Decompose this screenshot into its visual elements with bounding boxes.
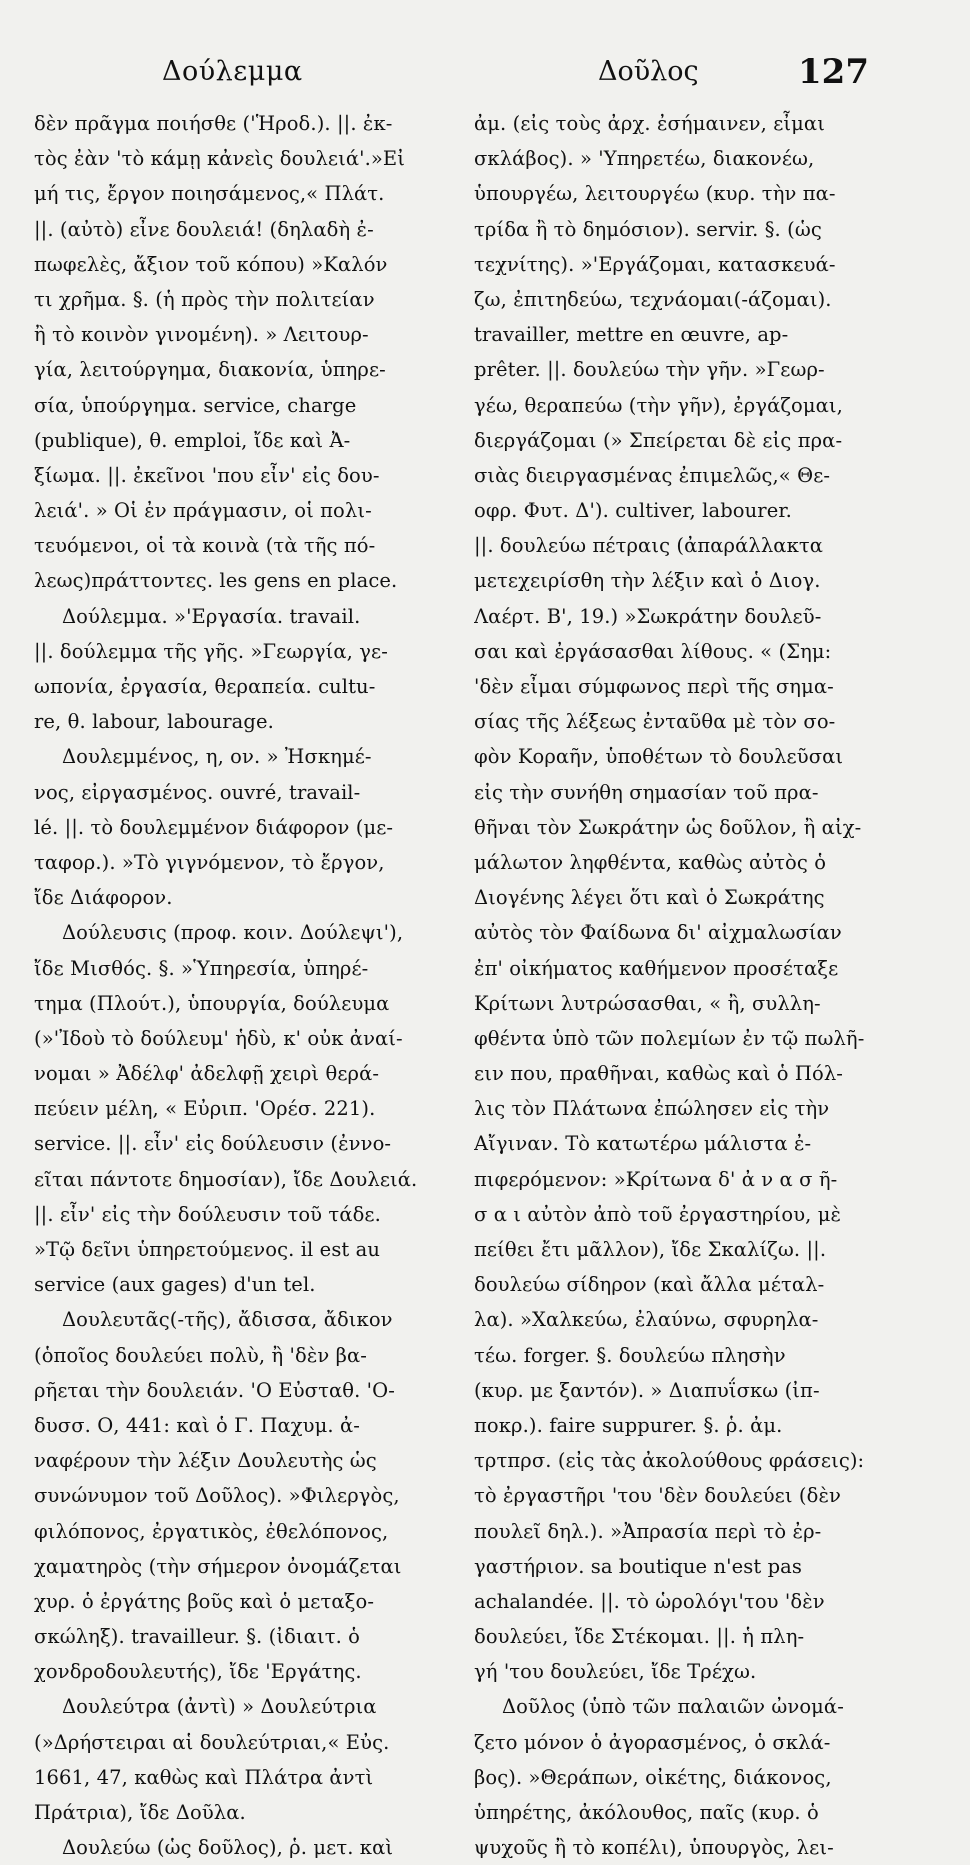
text-line: βος). »Θεράπων, οἰκέτης, διάκονος, (474, 1765, 832, 1789)
text-line: θῆναι τὸν Σωκράτην ὡς δοῦλον, ἢ αἰχ- (474, 815, 862, 839)
text-line: τημα (Πλούτ.), ὑπουργία, δούλευμα (34, 991, 390, 1015)
text-line: ||. εἶν' εἰς τὴν δούλευσιν τοῦ τάδε. (34, 1202, 381, 1226)
text-line: ζετο μόνον ὁ ἀγορασμένος, ὁ σκλά- (474, 1730, 831, 1754)
text-line: Δουλεύω (ὡς δοῦλος), ῥ. μετ. καὶ (62, 1836, 394, 1860)
text-line: τὸ ἐργαστῆρι 'του 'δὲν δουλεύει (δὲν (474, 1484, 841, 1508)
text-line: »Τῷ δεῖνι ὑπηρετούμενος. il est au (34, 1238, 381, 1261)
text-line: δυσσ. Ο, 441: καὶ ὁ Γ. Παχυμ. ἀ- (34, 1413, 360, 1437)
text-line: τρίδα ἢ τὸ δημόσιον). servir. §. (ὡς (474, 217, 822, 241)
text-line: χαματηρὸς (τὴν σήμερον ὀνομάζεται (34, 1554, 402, 1578)
text-line: ἢ τὸ κοινὸν γινομένη). » Λειτουρ- (34, 323, 369, 347)
page-header (0, 52, 970, 102)
text-line: φιλόπονος, ἐργατικὸς, ἐθελόπονος, (34, 1519, 389, 1543)
right-running-headword: Δοῦλος (598, 56, 699, 87)
page-number: 127 (798, 52, 869, 92)
text-line: τι χρῆμα. §. (ἡ πρὸς τὴν πολιτείαν (34, 287, 375, 311)
text-line: σίας τῆς λέξεως ἐνταῦθα μὲ τὸν σο- (474, 710, 836, 734)
text-line: Αἴγιναν. Τὸ κατωτέρω μάλιστα ἐ- (474, 1132, 812, 1156)
text-line: Δουλεύτρα (ἀντὶ) » Δουλεύτρια (62, 1695, 377, 1719)
text-line: Δουλευτᾶς(-τῆς), ἄδισσα, ἄδικον (62, 1308, 393, 1332)
text-line: εῖται πάντοτε δημοσίαν), ἴδε Δουλειά. (34, 1167, 418, 1191)
text-line: λεως)πράττοντες. les gens en place. (34, 569, 398, 593)
text-line: πωφελὲς, ἄξιον τοῦ κόπου) »Καλόν (34, 252, 388, 276)
text-line: (publique), θ. emploi, ἴδε καὶ Ἀ- (34, 428, 351, 452)
text-line: ναφέρουν τὴν λέξιν Δουλευτὴς ὡς (34, 1449, 377, 1473)
text-line: ἐπ' οἰκήματος καθήμενον προσέταξε (474, 956, 839, 980)
text-line: μή τις, ἔργον ποιησάμενος,« Πλάτ. (34, 182, 385, 206)
text-line: Δούλευσις (προφ. κοιν. Δούλεψι'), (62, 921, 404, 945)
text-line: λειά'. » Οἱ ἐν πράγμασιν, οἱ πολι- (34, 499, 372, 523)
text-line: τέω. forger. §. δουλεύω πλησὴν (474, 1343, 786, 1367)
text-line: ποκρ.). faire suppurer. §. ῥ. ἀμ. (474, 1413, 783, 1437)
text-line: ||. δουλεύω πέτραις (ἀπαράλλακτα (474, 534, 824, 558)
text-line: φὸν Κοραῆν, ὑποθέτων τὸ δουλεῦσαι (474, 745, 844, 769)
text-line: χυρ. ὁ ἐργάτης βοῦς καὶ ὁ μεταξο- (34, 1589, 375, 1613)
text-line: τὸς ἐὰν 'τὸ κάμῃ κἀνεὶς δουλειά'.»Εἰ (34, 147, 405, 171)
left-column (34, 106, 454, 1865)
text-line: ειν που, πραθῆναι, καθὼς καὶ ὁ Πόλ- (474, 1062, 843, 1086)
text-line: σ α ι αὐτὸν ἀπὸ τοῦ ἐργαστηρίου, μὲ (474, 1202, 842, 1226)
text-line: σαι καὶ ἐργάσασθαι λίθους. « (Σημ: (474, 639, 832, 663)
text-line: ὑπουργέω, λειτουργέω (κυρ. τὴν πα- (474, 182, 836, 206)
text-line: ἴδε Διάφορον. (34, 886, 173, 910)
text-line: ρῆεται τὴν δουλειάν. 'Ο Εὐσταθ. 'Ο- (34, 1378, 395, 1402)
text-line: λα). »Χαλκεύω, ἐλαύνω, σφυρηλα- (474, 1308, 819, 1332)
right-column (474, 106, 898, 1865)
text-line: re, θ. labour, labourage. (34, 710, 274, 734)
text-line: Δούλεμμα. »'Εργασία. travail. (62, 604, 361, 628)
text-line: ὑπηρέτης, ἀκόλουθος, παῖς (κυρ. ὁ (474, 1801, 819, 1824)
text-line: γή 'του δουλεύει, ἴδε Τρέχω. (474, 1660, 757, 1684)
text-line: λις τὸν Πλάτωνα ἐπώλησεν εἰς τὴν (474, 1097, 830, 1121)
text-line: διεργάζομαι (» Σπείρεται δὲ εἰς πρα- (474, 428, 843, 452)
text-line: ||. δούλεμμα τῆς γῆς. »Γεωργία, γε- (34, 639, 388, 663)
text-line: πεύειν μέλη, « Εὐριπ. 'Ορέσ. 221). (34, 1097, 376, 1121)
text-line: νομαι » Ἀδέλφ' ἀδελφῇ χειρὶ θερά- (34, 1062, 380, 1086)
text-line: τρτπρσ. (εἰς τὰς ἀκολούθους φράσεις): (474, 1449, 865, 1473)
text-line: γία, λειτούργημα, διακονία, ὑπηρε- (34, 358, 386, 382)
text-line: πουλεῖ δηλ.). »Ἀπρασία περὶ τὸ ἐρ- (474, 1519, 822, 1543)
text-line: 'δὲν εἶμαι σύμφωνος περὶ τῆς σημα- (474, 675, 834, 698)
text-line: (ὁποῖος δουλεύει πολὺ, ἢ 'δὲν βα- (34, 1343, 368, 1367)
left-running-headword: Δούλεμμα (162, 56, 303, 87)
text-line: τεχνίτης). »'Εργάζομαι, κατασκευά- (474, 252, 836, 276)
text-line: ξίωμα. ||. ἐκεῖνοι 'που εἶν' εἰς δου- (34, 463, 380, 487)
text-line: ||. (αὐτὸ) εἶνε δουλειά! (δηλαδὴ ἐ- (34, 217, 374, 241)
text-line: σκώληξ). travailleur. §. (ἰδιαιτ. ὁ (34, 1625, 361, 1649)
text-line: εἰς τὴν συνήθη σημασίαν τοῦ πρα- (474, 780, 819, 804)
text-line: service. ||. εἶν' εἰς δούλευσιν (ἐννο- (34, 1132, 392, 1156)
text-line: 1661, 47, καθὼς καὶ Πλάτρα ἀντὶ (34, 1765, 374, 1789)
text-line: νος, εἰργασμένος. ouvré, travail- (34, 780, 361, 804)
text-line: lé. ||. τὸ δουλεμμένον διάφορον (με- (34, 815, 394, 839)
text-line: αὐτὸς τὸν Φαίδωνα δι' αἰχμαλωσίαν (474, 921, 842, 945)
text-line: δὲν πρᾶγμα ποιήσθε ('Ἡροδ.). ||. ἐκ- (34, 112, 393, 135)
text-line: travailler, mettre en œuvre, ap- (474, 323, 789, 347)
text-line: achalandée. ||. τὸ ὡρολόγι'του 'δὲν (474, 1589, 825, 1613)
text-line: χονδροδουλευτής), ἴδε 'Εργάτης. (34, 1660, 362, 1684)
text-line: δουλεύω σίδηρον (καὶ ἄλλα μέταλ- (474, 1273, 825, 1297)
text-line: ωπονία, ἐργασία, θεραπεία. cultu- (34, 675, 376, 698)
text-line: φθέντα ὑπὸ τῶν πολεμίων ἐν τῷ πωλῆ- (474, 1026, 865, 1050)
text-line: Δουλεμμένος, η, ον. » Ἠσκημέ- (62, 745, 372, 769)
text-line: γαστήριον. sa boutique n'est pas (474, 1554, 802, 1578)
text-line: Κρίτωνι λυτρώσασθαι, « ἢ, συλλη- (474, 991, 821, 1015)
text-line: τευόμενοι, οἱ τὰ κοινὰ (τὰ τῆς πό- (34, 534, 376, 558)
text-line: μετεχειρίσθη τὴν λέξιν καὶ ὁ Διογ. (474, 569, 821, 593)
text-line: Δοῦλος (ὑπὸ τῶν παλαιῶν ὠνομά- (502, 1695, 844, 1719)
text-line: σία, ὑπούργημα. service, charge (34, 393, 357, 417)
text-line: οφρ. Φυτ. Δ'). cultiver, labourer. (474, 499, 792, 523)
text-line: δουλεύει, ἴδε Στέκομαι. ||. ἡ πλη- (474, 1625, 805, 1649)
text-line: σκλάβος). » 'Υπηρετέω, διακονέω, (474, 147, 815, 171)
text-line: ἴδε Μισθός. §. »Ὑπηρεσία, ὑπηρέ- (34, 956, 369, 980)
text-line: γέω, θεραπεύω (τὴν γῆν), ἐργάζομαι, (474, 393, 843, 417)
text-line: μάλωτον ληφθέντα, καθὼς αὐτὸς ὁ (474, 850, 827, 874)
text-line: συνώνυμον τοῦ Δοῦλος). »Φιλεργὸς, (34, 1484, 400, 1508)
text-line: ζω, ἐπιτηδεύω, τεχνάομαι(-άζομαι). (474, 287, 832, 311)
text-line: prêter. ||. δουλεύω τὴν γῆν. »Γεωρ- (474, 358, 825, 382)
text-line: σιὰς διειργασμένας ἐπιμελῶς,« Θε- (474, 463, 831, 487)
text-line: πείθει ἔτι μᾶλλον), ἴδε Σκαλίζω. ||. (474, 1238, 827, 1261)
text-line: (»Δρήστειραι αἱ δουλεύτριαι,« Εὐς. (34, 1730, 390, 1754)
text-line: (»'Ἰδοὺ τὸ δούλευμ' ἡδὺ, κ' οὐκ ἀναί- (34, 1026, 403, 1050)
text-line: Πράτρια), ἴδε Δοῦλα. (34, 1801, 246, 1824)
text-line: Διογένης λέγει ὅτι καὶ ὁ Σωκράτης (474, 886, 825, 910)
text-line: ψυχοῦς ἢ τὸ κοπέλι), ὑπουργὸς, λει- (474, 1836, 834, 1860)
text-line: πιφερόμενον: »Κρίτωνα δ' ἀ ν α σ ῆ- (474, 1167, 838, 1191)
text-line: (κυρ. με ξαντόν). » Διαπυΐσκω (ἰπ- (474, 1378, 820, 1402)
text-line: ταφορ.). »Τὸ γιγνόμενον, τὸ ἔργον, (34, 850, 385, 874)
text-line: ἀμ. (εἰς τοὺς ἀρχ. ἐσήμαινεν, εἶμαι (474, 112, 825, 135)
text-line: Λαέρτ. Β', 19.) »Σωκράτην δουλεῦ- (474, 604, 822, 628)
text-line: service (aux gages) d'un tel. (34, 1273, 316, 1297)
